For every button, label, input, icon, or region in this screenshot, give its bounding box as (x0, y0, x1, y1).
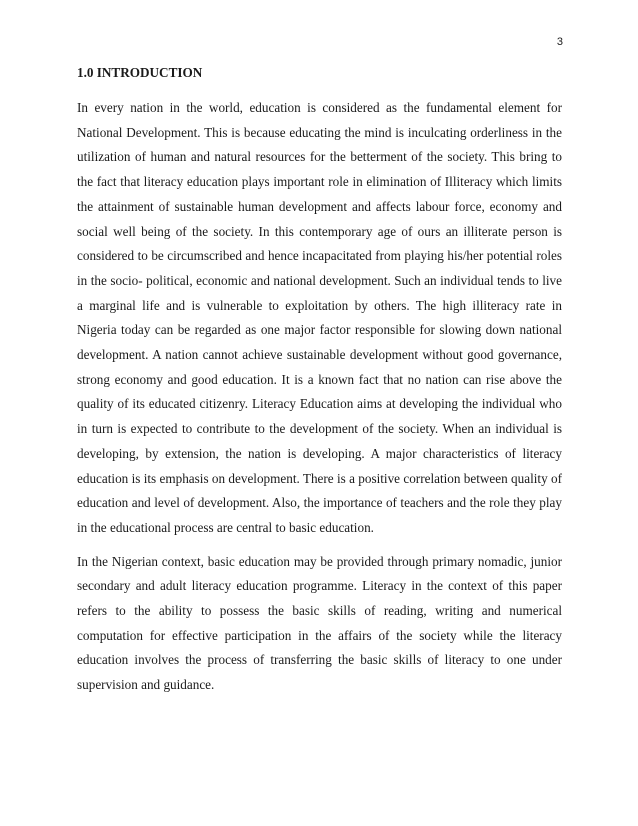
paragraph-1: In every nation in the world, education is considered as the fundamental element for National Development. This is because educating the mind is inculcating orderliness in the utilization of human and natural resources for the betterment of the society. This bring to the fact that literacy education plays important role in elimination of Illiteracy which limits the attainment of sustainable human development and affects labour force, economy and social well being of the society. In this contemporary age of ours an illiterate person is considered to be circumscribed and hence incapacitated from playing his/her potential roles in the socio- political, economic and national development. Such an individual tends to live a marginal life and is vulnerable to exploitation by others. The high illiteracy rate in Nigeria today can be regarded as one major factor responsible for slowing down national development. A nation cannot achieve sustainable development without good governance, strong economy and good education. It is a known fact that no nation can rise above the quality of its educated citizenry. Literacy Education aims at developing the individual who in turn is expected to contribute to the development of the society. When an individual is developing, by extension, the nation is developing. A major characteristics of literacy education is its emphasis on development. There is a positive correlation between quality of education and level of development. Also, the importance of teachers and the role they play in the educational process are central to basic education. (77, 100, 562, 535)
section-heading: 1.0 INTRODUCTION (77, 65, 203, 80)
page-number: 3 (556, 36, 563, 48)
paragraph-2: In the Nigerian context, basic education may be provided through primary nomadic, junior secondary and adult literacy education programme. Literacy in the context of this paper refers to the ability to possess the basic skills of reading, writing and numerical computation for effective participation in the affairs of the society while the literacy education involves the process of transferring the basic skills of literacy to one under supervision and guidance. (77, 553, 562, 693)
document-body (77, 62, 562, 707)
